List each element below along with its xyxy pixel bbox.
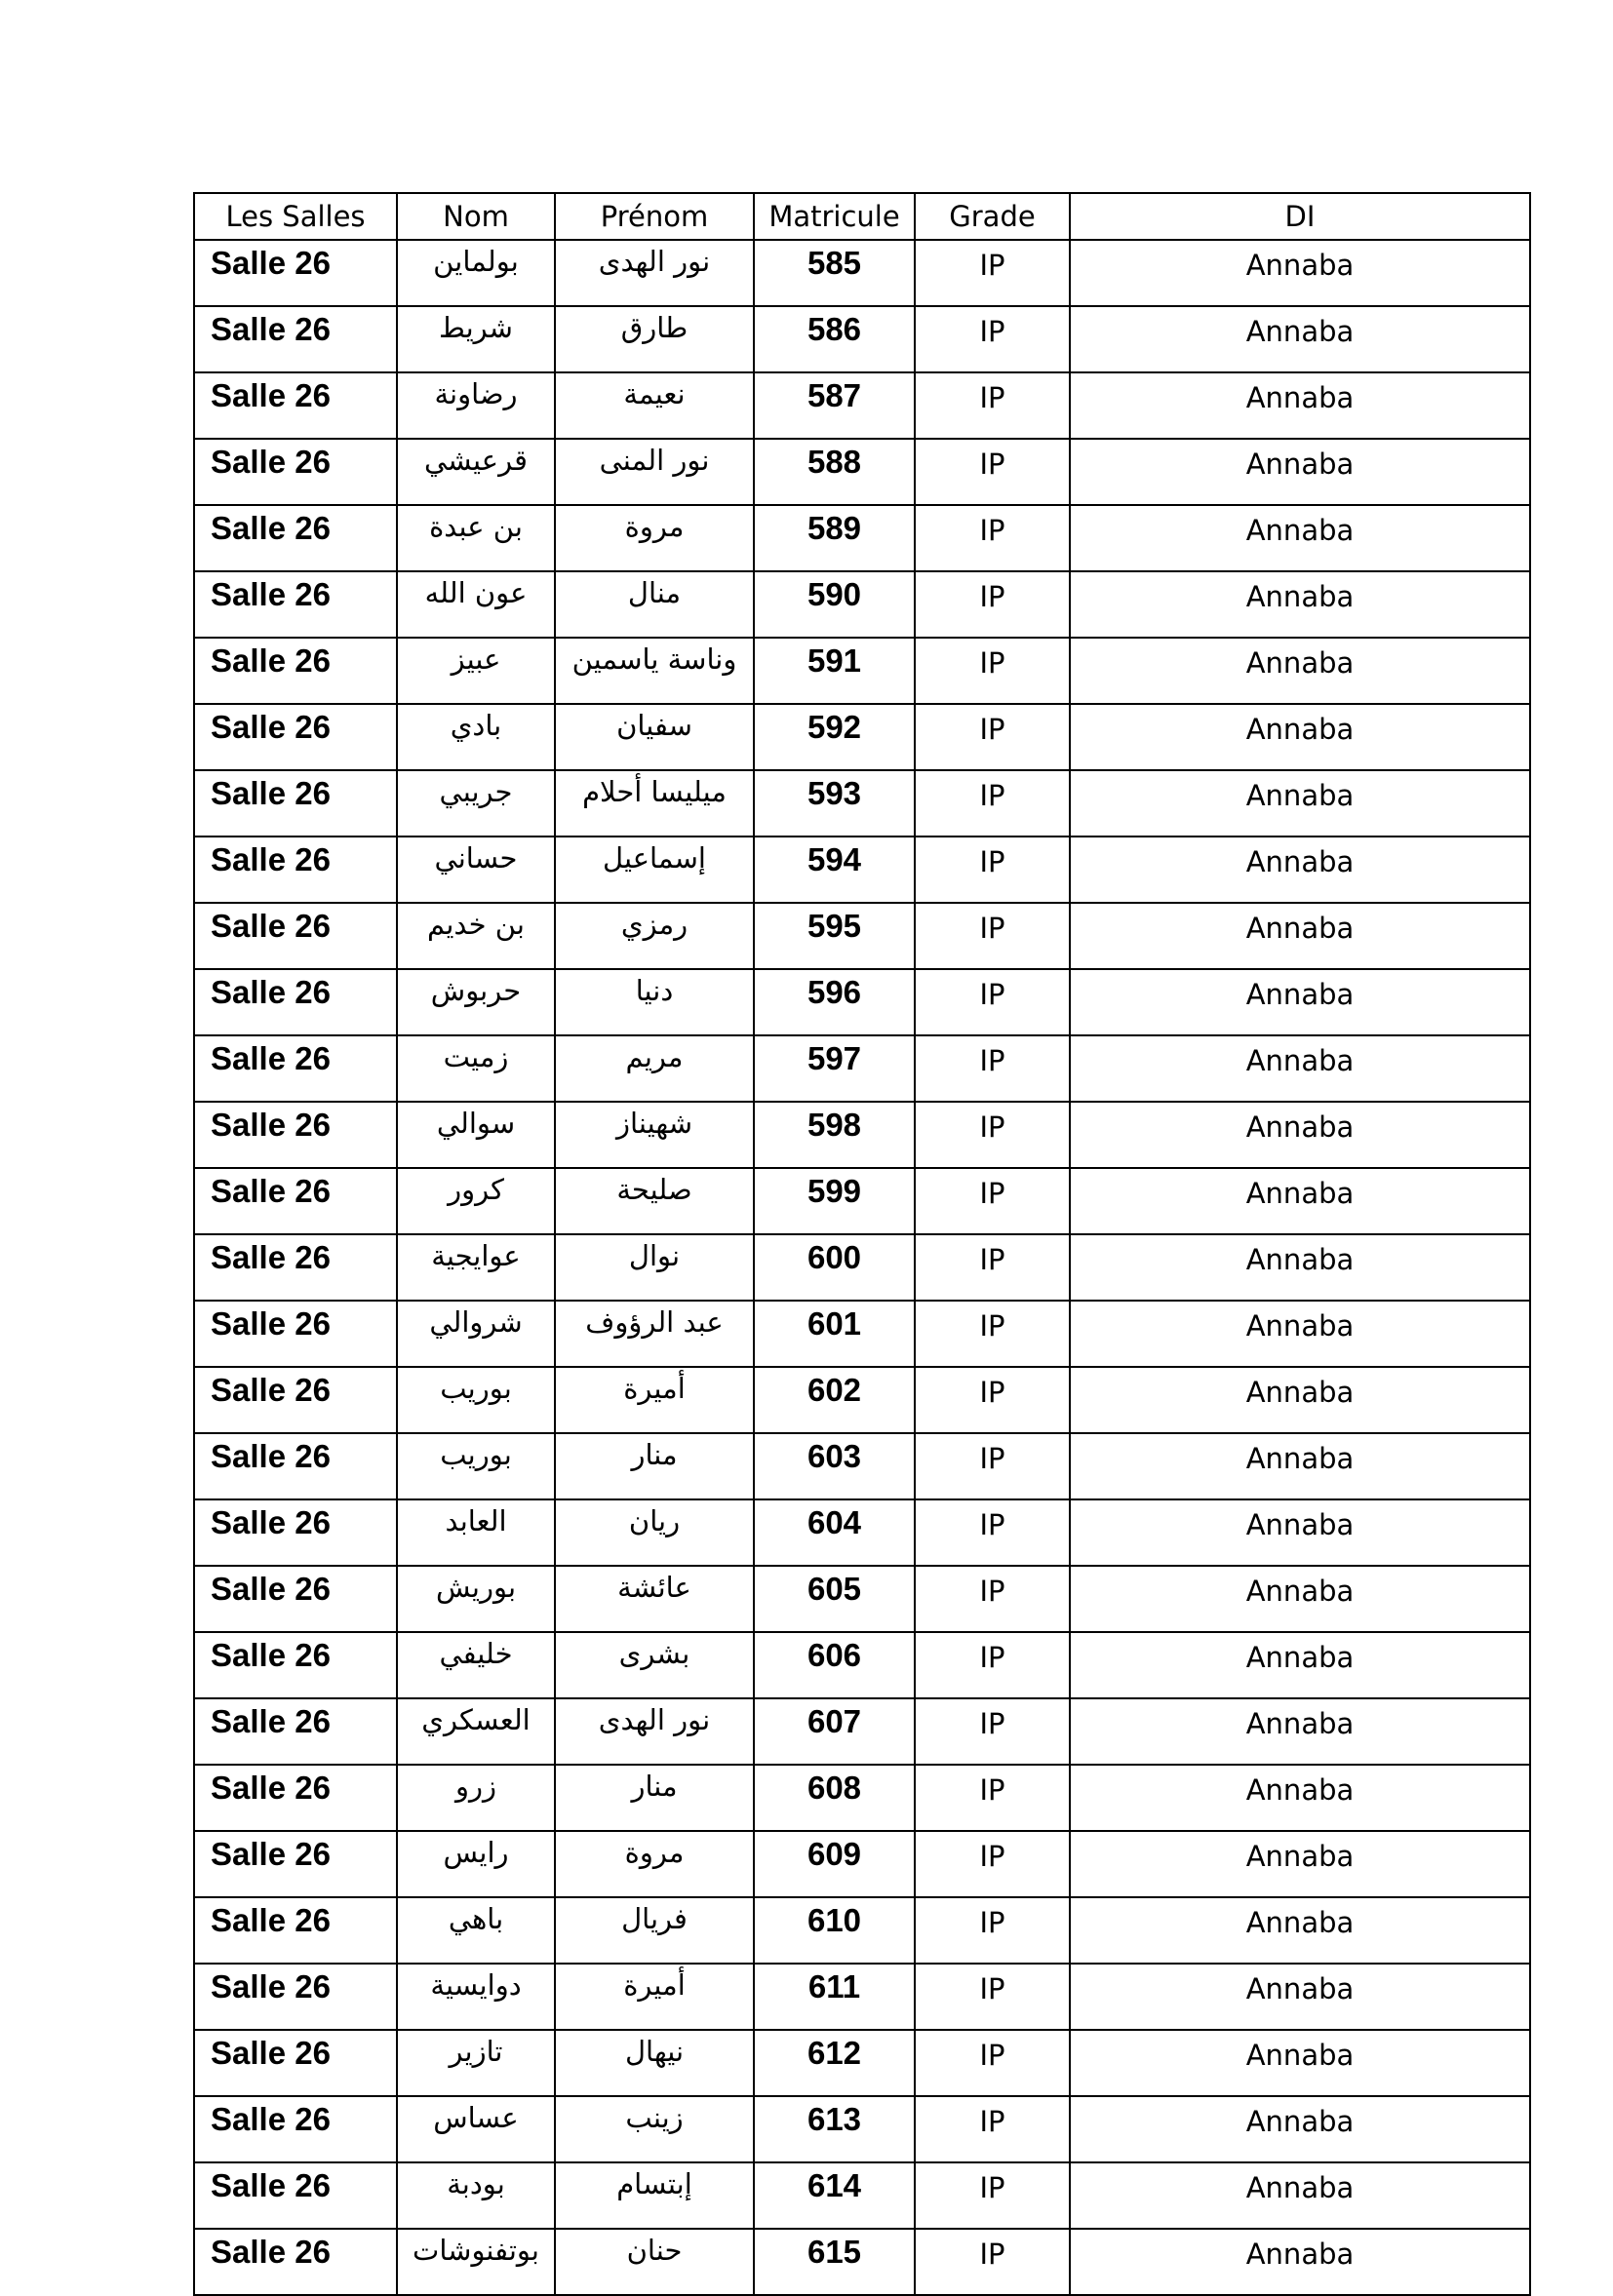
cell-di: Annaba (1070, 372, 1530, 439)
cell-grade: IP (915, 1964, 1070, 2030)
cell-salle: Salle 26 (194, 2229, 397, 2295)
cell-prenom: إبتسام (555, 2162, 754, 2229)
cell-prenom: وناسة ياسمين (555, 638, 754, 704)
cell-salle: Salle 26 (194, 2162, 397, 2229)
cell-nom: بادي (397, 704, 555, 770)
cell-matricule: 599 (754, 1168, 915, 1234)
cell-di: Annaba (1070, 1765, 1530, 1831)
cell-nom: عوايجية (397, 1234, 555, 1301)
cell-salle: Salle 26 (194, 1897, 397, 1964)
table-row (194, 1566, 1530, 1632)
cell-matricule: 592 (754, 704, 915, 770)
cell-prenom: زينب (555, 2096, 754, 2162)
cell-matricule: 597 (754, 1035, 915, 1102)
cell-nom: العابد (397, 1499, 555, 1566)
cell-matricule: 608 (754, 1765, 915, 1831)
cell-grade: IP (915, 1897, 1070, 1964)
cell-di: Annaba (1070, 1367, 1530, 1433)
cell-prenom: مروة (555, 505, 754, 571)
table-row (194, 1897, 1530, 1964)
cell-grade: IP (915, 2229, 1070, 2295)
cell-matricule: 612 (754, 2030, 915, 2096)
cell-grade: IP (915, 837, 1070, 903)
cell-grade: IP (915, 1102, 1070, 1168)
cell-prenom: عائشة (555, 1566, 754, 1632)
cell-salle: Salle 26 (194, 2096, 397, 2162)
cell-grade: IP (915, 2096, 1070, 2162)
table-row (194, 770, 1530, 837)
cell-matricule: 589 (754, 505, 915, 571)
table-row (194, 2096, 1530, 2162)
table-body (194, 240, 1530, 2295)
cell-matricule: 610 (754, 1897, 915, 1964)
cell-salle: Salle 26 (194, 2030, 397, 2096)
table-row (194, 1035, 1530, 1102)
cell-di: Annaba (1070, 638, 1530, 704)
cell-salle: Salle 26 (194, 1964, 397, 2030)
table-row (194, 1234, 1530, 1301)
cell-prenom: نيهال (555, 2030, 754, 2096)
cell-matricule: 585 (754, 240, 915, 306)
cell-nom: رايس (397, 1831, 555, 1897)
cell-di: Annaba (1070, 1168, 1530, 1234)
cell-matricule: 605 (754, 1566, 915, 1632)
cell-nom: شريط (397, 306, 555, 372)
table-row (194, 1499, 1530, 1566)
table-row (194, 638, 1530, 704)
cell-matricule: 603 (754, 1433, 915, 1499)
header-grade: Grade (915, 193, 1070, 240)
table-row (194, 505, 1530, 571)
cell-di: Annaba (1070, 2096, 1530, 2162)
cell-prenom: طارق (555, 306, 754, 372)
cell-di: Annaba (1070, 837, 1530, 903)
header-di: DI (1070, 193, 1530, 240)
cell-matricule: 614 (754, 2162, 915, 2229)
cell-grade: IP (915, 439, 1070, 505)
table-row (194, 837, 1530, 903)
cell-di: Annaba (1070, 1897, 1530, 1964)
cell-salle: Salle 26 (194, 240, 397, 306)
table-row (194, 1301, 1530, 1367)
cell-salle: Salle 26 (194, 1831, 397, 1897)
cell-nom: بوريب (397, 1367, 555, 1433)
cell-nom: بوريش (397, 1566, 555, 1632)
cell-matricule: 587 (754, 372, 915, 439)
cell-prenom: منار (555, 1765, 754, 1831)
cell-di: Annaba (1070, 770, 1530, 837)
cell-nom: زميت (397, 1035, 555, 1102)
table-row (194, 439, 1530, 505)
cell-grade: IP (915, 704, 1070, 770)
cell-salle: Salle 26 (194, 1566, 397, 1632)
cell-nom: خليفي (397, 1632, 555, 1698)
cell-salle: Salle 26 (194, 1433, 397, 1499)
cell-prenom: بشرى (555, 1632, 754, 1698)
cell-prenom: ميليسا أحلام (555, 770, 754, 837)
cell-nom: بودبة (397, 2162, 555, 2229)
cell-grade: IP (915, 903, 1070, 969)
cell-salle: Salle 26 (194, 1367, 397, 1433)
cell-nom: عون الله (397, 571, 555, 638)
cell-salle: Salle 26 (194, 770, 397, 837)
cell-prenom: شهيناز (555, 1102, 754, 1168)
table-header (194, 193, 1530, 240)
cell-nom: العسكري (397, 1698, 555, 1765)
header-nom: Nom (397, 193, 555, 240)
header-les-salles: Les Salles (194, 193, 397, 240)
cell-nom: بن عبدة (397, 505, 555, 571)
cell-di: Annaba (1070, 439, 1530, 505)
cell-di: Annaba (1070, 704, 1530, 770)
cell-di: Annaba (1070, 240, 1530, 306)
table-row (194, 306, 1530, 372)
cell-grade: IP (915, 1367, 1070, 1433)
student-roster-table (193, 192, 1531, 2296)
cell-prenom: نعيمة (555, 372, 754, 439)
table-row (194, 2030, 1530, 2096)
cell-matricule: 596 (754, 969, 915, 1035)
cell-di: Annaba (1070, 505, 1530, 571)
cell-matricule: 604 (754, 1499, 915, 1566)
cell-salle: Salle 26 (194, 1301, 397, 1367)
cell-prenom: عبد الرؤوف (555, 1301, 754, 1367)
cell-matricule: 611 (754, 1964, 915, 2030)
cell-matricule: 609 (754, 1831, 915, 1897)
cell-di: Annaba (1070, 1499, 1530, 1566)
cell-prenom: نور المنى (555, 439, 754, 505)
table-row (194, 1632, 1530, 1698)
cell-prenom: مريم (555, 1035, 754, 1102)
cell-nom: زرو (397, 1765, 555, 1831)
cell-nom: بوتفنوشات (397, 2229, 555, 2295)
cell-prenom: ريان (555, 1499, 754, 1566)
cell-salle: Salle 26 (194, 837, 397, 903)
cell-nom: بوريب (397, 1433, 555, 1499)
cell-nom: سوالي (397, 1102, 555, 1168)
cell-grade: IP (915, 505, 1070, 571)
cell-di: Annaba (1070, 1964, 1530, 2030)
cell-nom: حساني (397, 837, 555, 903)
cell-grade: IP (915, 969, 1070, 1035)
cell-salle: Salle 26 (194, 306, 397, 372)
table-row (194, 1367, 1530, 1433)
cell-salle: Salle 26 (194, 1035, 397, 1102)
cell-nom: دوايسية (397, 1964, 555, 2030)
cell-di: Annaba (1070, 2229, 1530, 2295)
table-row (194, 2162, 1530, 2229)
cell-matricule: 607 (754, 1698, 915, 1765)
cell-di: Annaba (1070, 571, 1530, 638)
cell-nom: بن خديم (397, 903, 555, 969)
cell-nom: رضاونة (397, 372, 555, 439)
cell-salle: Salle 26 (194, 969, 397, 1035)
cell-prenom: أميرة (555, 1367, 754, 1433)
table-row (194, 1433, 1530, 1499)
cell-grade: IP (915, 1765, 1070, 1831)
cell-salle: Salle 26 (194, 439, 397, 505)
cell-di: Annaba (1070, 1102, 1530, 1168)
cell-grade: IP (915, 1831, 1070, 1897)
cell-di: Annaba (1070, 1301, 1530, 1367)
cell-grade: IP (915, 1433, 1070, 1499)
table-row (194, 571, 1530, 638)
cell-salle: Salle 26 (194, 372, 397, 439)
cell-salle: Salle 26 (194, 1765, 397, 1831)
cell-prenom: صليحة (555, 1168, 754, 1234)
table-row (194, 1964, 1530, 2030)
cell-grade: IP (915, 372, 1070, 439)
cell-nom: قرعيشي (397, 439, 555, 505)
cell-salle: Salle 26 (194, 505, 397, 571)
cell-grade: IP (915, 240, 1070, 306)
cell-nom: بولماين (397, 240, 555, 306)
cell-prenom: منال (555, 571, 754, 638)
cell-prenom: حنان (555, 2229, 754, 2295)
cell-matricule: 590 (754, 571, 915, 638)
cell-di: Annaba (1070, 1234, 1530, 1301)
cell-prenom: مروة (555, 1831, 754, 1897)
table-row (194, 1168, 1530, 1234)
cell-matricule: 586 (754, 306, 915, 372)
cell-prenom: نور الهدى (555, 1698, 754, 1765)
cell-grade: IP (915, 638, 1070, 704)
cell-matricule: 595 (754, 903, 915, 969)
table-row (194, 1698, 1530, 1765)
cell-matricule: 588 (754, 439, 915, 505)
table-row (194, 704, 1530, 770)
cell-salle: Salle 26 (194, 704, 397, 770)
cell-grade: IP (915, 1698, 1070, 1765)
cell-matricule: 598 (754, 1102, 915, 1168)
cell-prenom: منار (555, 1433, 754, 1499)
cell-nom: جريبي (397, 770, 555, 837)
cell-matricule: 601 (754, 1301, 915, 1367)
cell-salle: Salle 26 (194, 1168, 397, 1234)
cell-di: Annaba (1070, 2030, 1530, 2096)
cell-nom: تازير (397, 2030, 555, 2096)
cell-prenom: نوال (555, 1234, 754, 1301)
cell-prenom: نور الهدى (555, 240, 754, 306)
table-row (194, 1765, 1530, 1831)
cell-grade: IP (915, 2030, 1070, 2096)
cell-di: Annaba (1070, 1698, 1530, 1765)
cell-salle: Salle 26 (194, 1102, 397, 1168)
cell-nom: عبيز (397, 638, 555, 704)
table-row (194, 372, 1530, 439)
cell-di: Annaba (1070, 969, 1530, 1035)
cell-nom: حربوش (397, 969, 555, 1035)
cell-salle: Salle 26 (194, 1499, 397, 1566)
cell-nom: شروالي (397, 1301, 555, 1367)
cell-grade: IP (915, 1168, 1070, 1234)
table-row (194, 240, 1530, 306)
cell-matricule: 602 (754, 1367, 915, 1433)
cell-prenom: رمزي (555, 903, 754, 969)
document-page (193, 192, 1529, 2296)
cell-grade: IP (915, 306, 1070, 372)
table-row (194, 969, 1530, 1035)
cell-di: Annaba (1070, 2162, 1530, 2229)
cell-nom: كرور (397, 1168, 555, 1234)
cell-di: Annaba (1070, 1035, 1530, 1102)
cell-grade: IP (915, 1566, 1070, 1632)
cell-salle: Salle 26 (194, 1698, 397, 1765)
cell-grade: IP (915, 1301, 1070, 1367)
cell-prenom: سفيان (555, 704, 754, 770)
cell-salle: Salle 26 (194, 571, 397, 638)
cell-salle: Salle 26 (194, 1632, 397, 1698)
cell-grade: IP (915, 1632, 1070, 1698)
cell-di: Annaba (1070, 903, 1530, 969)
header-row (194, 193, 1530, 240)
cell-matricule: 594 (754, 837, 915, 903)
cell-di: Annaba (1070, 1433, 1530, 1499)
header-prenom: Prénom (555, 193, 754, 240)
cell-grade: IP (915, 1234, 1070, 1301)
cell-di: Annaba (1070, 1566, 1530, 1632)
cell-prenom: أميرة (555, 1964, 754, 2030)
cell-matricule: 600 (754, 1234, 915, 1301)
cell-grade: IP (915, 1499, 1070, 1566)
table-row (194, 2229, 1530, 2295)
table-row (194, 903, 1530, 969)
cell-salle: Salle 26 (194, 1234, 397, 1301)
cell-prenom: دنيا (555, 969, 754, 1035)
cell-salle: Salle 26 (194, 638, 397, 704)
cell-grade: IP (915, 571, 1070, 638)
cell-di: Annaba (1070, 1632, 1530, 1698)
cell-prenom: فريال (555, 1897, 754, 1964)
cell-matricule: 615 (754, 2229, 915, 2295)
cell-di: Annaba (1070, 1831, 1530, 1897)
cell-matricule: 606 (754, 1632, 915, 1698)
table-row (194, 1102, 1530, 1168)
cell-prenom: إسماعيل (555, 837, 754, 903)
cell-nom: عساس (397, 2096, 555, 2162)
header-matricule: Matricule (754, 193, 915, 240)
cell-grade: IP (915, 770, 1070, 837)
cell-nom: باهي (397, 1897, 555, 1964)
cell-matricule: 591 (754, 638, 915, 704)
cell-grade: IP (915, 1035, 1070, 1102)
cell-grade: IP (915, 2162, 1070, 2229)
cell-salle: Salle 26 (194, 903, 397, 969)
cell-di: Annaba (1070, 306, 1530, 372)
table-row (194, 1831, 1530, 1897)
cell-matricule: 613 (754, 2096, 915, 2162)
cell-matricule: 593 (754, 770, 915, 837)
